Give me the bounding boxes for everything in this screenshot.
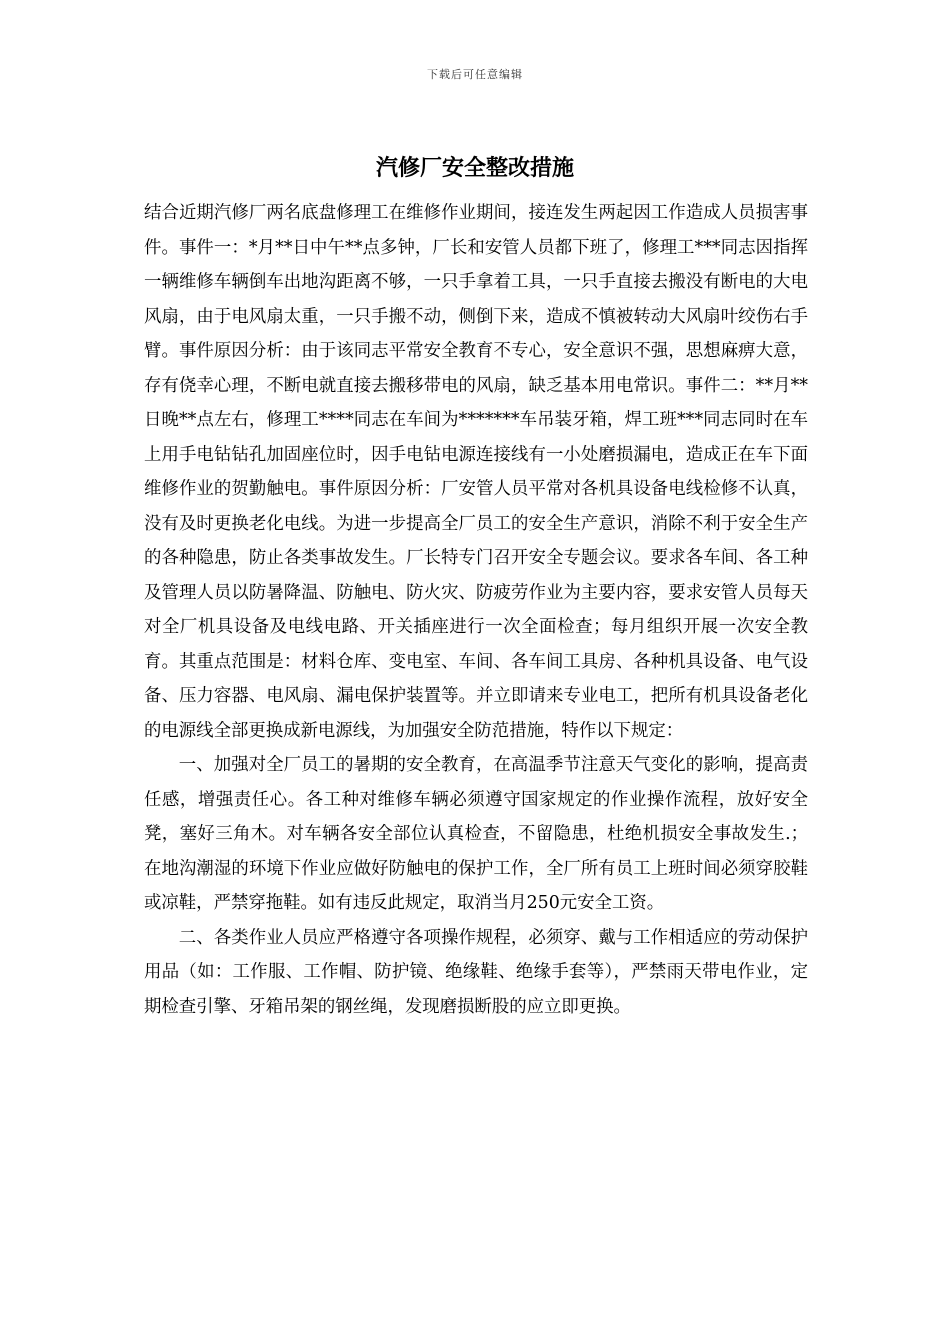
paragraph-intro: 结合近期汽修厂两名底盘修理工在维修作业期间，接连发生两起因工作造成人员损害事件。事件一：*月**日中午**点多钟，厂长和安管人员都下班了，修理工***同志因指挥一辆维修车辆倒车出地沟距离不够，一只手拿着工具，一只手直接去搬没有断电的大电风扇，由于电风扇太重，一只手搬不动，侧倒下来，造成不慎被转动大风扇叶绞伤右手臂。事件原因分析：由于该同志平常安全教育不专心，安全意识不强，思想麻痹大意，存有侥幸心理，不断电就直接去搬移带电的风扇，缺乏基本用电常识。事件二：**月**日晚**点左右，修理工****同志在车间为*******车吊装牙箱，焊工班***同志同时在车上用手电钻钻孔加固座位时，因手电钻电源连接线有一小处磨损漏电，造成正在车下面维修作业的贺勤触电。事件原因分析：厂安管人员平常对各机具设备电线检修不认真，没有及时更换老化电线。为进一步提高全厂员工的安全生产意识，消除不利于安全生产的各种隐患，防止各类事故发生。厂长特专门召开安全专题会议。要求各车间、各工种及管理人员以防暑降温、防触电、防火灾、防疲劳作业为主要内容，要求安管人员每天对全厂机具设备及电线电路、开关插座进行一次全面检查；每月组织开展一次安全教育。其重点范围是：材料仓库、变电室、车间、各车间工具房、各种机具设备、电气设备、压力容器、电风扇、漏电保护装置等。并立即请来专业电工，把所有机具设备老化的电源线全部更换成新电源线，为加强安全防范措施，特作以下规定：	[144, 203, 808, 741]
document-body	[144, 196, 808, 1024]
download-note: 下载后可任意编辑	[427, 68, 523, 81]
paragraph-rule-1: 一、加强对全厂员工的暑期的安全教育，在高温季节注意天气变化的影响，提高责任感，增强责任心。各工种对维修车辆必须遵守国家规定的作业操作流程，放好安全凳，塞好三角木。对车辆各安全部位认真检查，不留隐患，杜绝机损安全事故发生.；在地沟潮湿的环境下作业应做好防触电的保护工作，全厂所有员工上班时间必须穿胶鞋或凉鞋，严禁穿拖鞋。如有违反此规定，取消当月250元安全工资。	[144, 755, 808, 913]
paragraph-rule-2: 二、各类作业人员应严格遵守各项操作规程，必须穿、戴与工作相适应的劳动保护用品（如：工作服、工作帽、防护镜、绝缘鞋、绝缘手套等），严禁雨天带电作业，定期检查引擎、牙箱吊架的钢丝绳，发现磨损断股的应立即更换。	[144, 927, 808, 1017]
document-title: 汽修厂安全整改措施	[375, 156, 574, 181]
